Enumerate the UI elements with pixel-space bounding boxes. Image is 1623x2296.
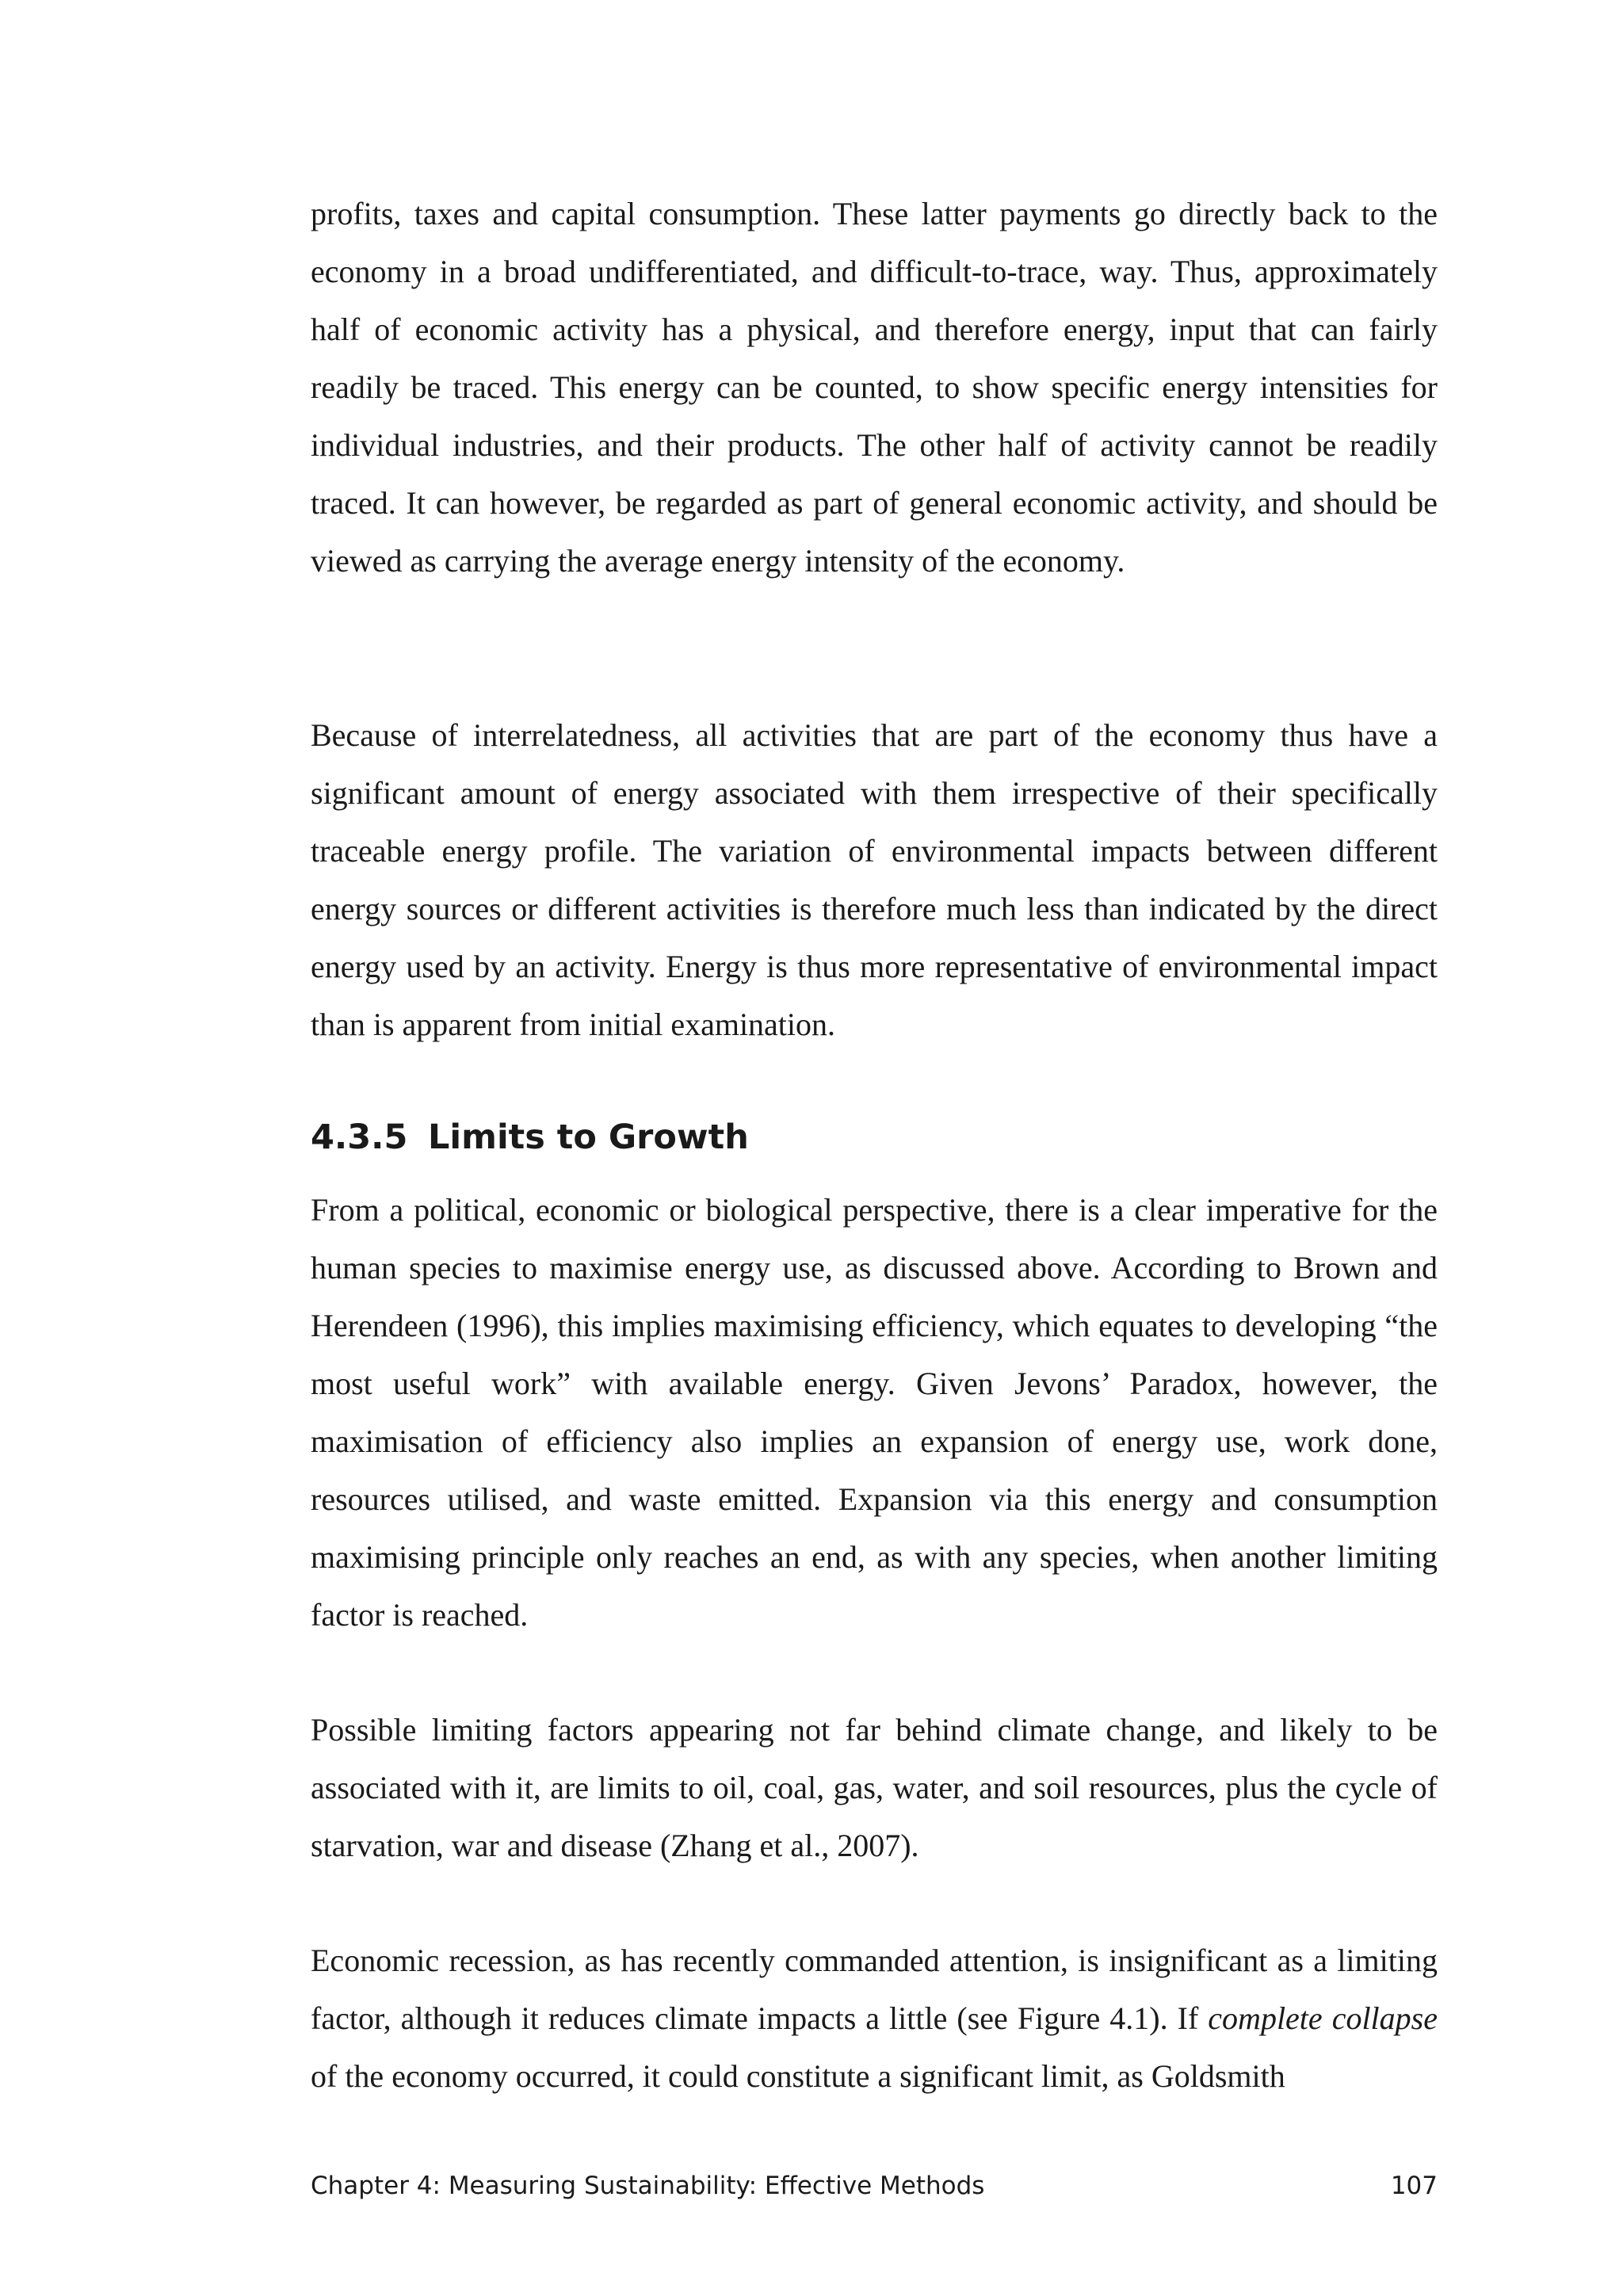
section-number: 4.3.5 [311,1117,408,1157]
section-heading [311,1114,749,1161]
emphasis-text: complete collapse [1208,2000,1438,2036]
footer-chapter-title: Chapter 4: Measuring Sustainability: Effective Methods [311,2172,985,2200]
paragraph-text: of the economy occurred, it could constitute a significant limit, as Goldsmith [311,2058,1285,2094]
body-paragraph: Possible limiting factors appearing not far behind climate change, and likely to be associated with it, are limits to oil, coal, gas, water, and soil resources, plus the cycle of starvation, war and disease (Zhang et al., 2007). [311,1712,1438,1863]
body-paragraph: From a political, economic or biological perspective, there is a clear imperative for the human species to maximise energy use, as discussed above. According to Brown and Herendeen (1996), this implies maximising efficiency, which equates to developing “the most useful work” with available energy. Given Jevons’ Paradox, however, the maximisation of efficiency also implies an expansion of energy use, work done, resources utilised, and waste emitted. Expansion via this energy and consumption maximising principle only reaches an end, as with any species, when another limiting factor is reached. [311,1192,1438,1633]
page-footer [311,2170,1438,2202]
paragraph-text: Economic recession, as has recently commanded attention, is insignificant as a limiting factor, although it reduces climate impacts a little (see Figure 4.1). If [311,1943,1438,2036]
body-paragraph [311,1931,1438,2105]
section-title: Limits to Growth [428,1117,749,1157]
page-number: 107 [1390,2172,1438,2200]
body-paragraph: Because of interrelatedness, all activities that are part of the economy thus have a significant amount of energy associated with them irrespective of their specifically traceable energy profile. The variation of environmental impacts between different energy sources or different activities is therefore much less than indicated by the direct energy used by an activity. Energy is thus more representative of environmental impact than is apparent from initial examination. [311,717,1438,1042]
body-paragraph: profits, taxes and capital consumption. These latter payments go directly back to the economy in a broad undifferentiated, and difficult-to-trace, way. Thus, approximately half of economic activity has a physical, and therefore energy, input that can fairly readily be traced. This energy can be counted, to show specific energy intensities for individual industries, and their products. The other half of activity cannot be readily traced. It can however, be regarded as part of general economic activity, and should be viewed as carrying the average energy intensity of the economy. [311,196,1438,579]
